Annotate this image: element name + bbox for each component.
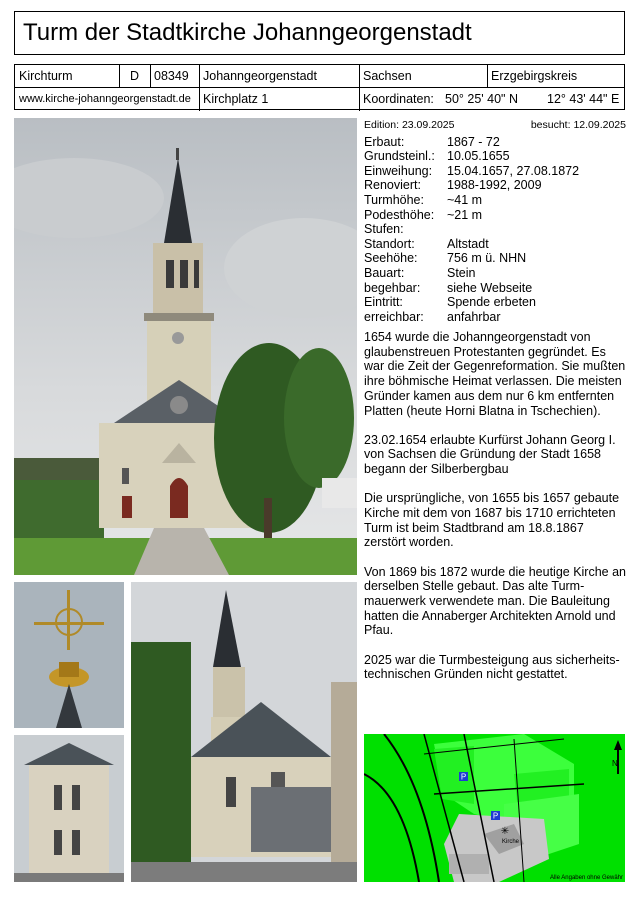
fact-list	[364, 135, 626, 325]
fact-row	[364, 237, 626, 252]
fact-label: Standort:	[364, 236, 415, 251]
fact-value: siehe Webseite	[447, 280, 533, 295]
postal-code: 08349	[154, 69, 189, 83]
description-paragraph: Die ursprüngliche, von 1655 bis 1657 gebaute Kirche mit dem von 1687 bis 1710 errichteten Turm ist beim Stadtbrand am 18.8.1867 zerstört worden.	[364, 491, 620, 550]
facts-panel	[364, 118, 626, 324]
fact-value: Spende erbeten	[447, 295, 536, 310]
parking-icon: P	[492, 811, 499, 821]
fact-row	[364, 193, 626, 208]
north-label: N	[612, 759, 618, 768]
fact-value: 10.05.1655	[447, 149, 510, 164]
description-paragraph: 1654 wurde die Johanngeorgenstadt von glaubenstreuen Protestanten gegründet. Es war die Zeit der Gegenreformation. Sie mußten ihre böhmische Heimat verlassen. Die meisten Gründer kamen aus dem nur 6 km entfernten Platten (heute Horni Blatna in Tschechien).	[364, 330, 626, 418]
fact-label: begehbar:	[364, 280, 421, 295]
fact-value: 15.04.1657, 27.08.1872	[447, 163, 580, 178]
location-map	[364, 734, 625, 882]
fact-row	[364, 135, 626, 150]
description-paragraph: Von 1869 bis 1872 wurde die heutige Kirche an derselben Stelle gebaut. Das alte Turm-mauerwerk verwendete man. Die Bauleitung hatten die Annaberger Architekten Arnold und Pfau.	[364, 564, 626, 638]
fact-label: Stufen:	[364, 222, 404, 237]
apse-detail-photo	[14, 735, 124, 882]
latitude: 50° 25' 40" N	[445, 92, 518, 106]
street-address: Kirchplatz 1	[203, 92, 269, 106]
country-code: D	[129, 69, 140, 83]
map-disclaimer: Alle Angaben ohne Gewähr	[549, 875, 623, 881]
fact-row	[364, 266, 626, 281]
fact-row	[364, 208, 626, 223]
fact-row	[364, 310, 626, 325]
fact-label: erreichbar:	[364, 309, 424, 324]
city: Johanngeorgenstadt	[203, 69, 317, 83]
fact-value: 756 m ü. NHN	[447, 251, 527, 266]
fact-label: Erbaut:	[364, 134, 405, 149]
fact-value: ~21 m	[447, 207, 483, 222]
fact-value: ~41 m	[447, 192, 483, 207]
description-paragraph: 23.02.1654 erlaubte Kurfürst Johann Georg I. von Sachsen die Gründung der Stadt 1658 begann der Silberbergbau	[364, 432, 616, 477]
edition-date: Edition: 23.09.2025	[364, 119, 455, 131]
website-link[interactable]: www.kirche-johanngeorgenstadt.de	[19, 93, 191, 105]
longitude: 12° 43' 44" E	[547, 92, 620, 106]
fact-label: Grundsteinl.:	[364, 149, 435, 164]
fact-label: Eintritt:	[364, 295, 403, 310]
fact-label: Einweihung:	[364, 163, 433, 178]
info-table	[14, 64, 625, 110]
fact-row	[364, 149, 626, 164]
fact-row	[364, 178, 626, 193]
church-icon: ✳	[500, 826, 510, 837]
district: Erzgebirgskreis	[491, 69, 578, 83]
fact-value: Altstadt	[447, 236, 489, 251]
church-photo-main	[14, 118, 357, 575]
fact-label: Seehöhe:	[364, 251, 418, 266]
fact-row	[364, 281, 626, 296]
fact-value: 1867 - 72	[447, 134, 500, 149]
fact-label: Bauart:	[364, 265, 405, 280]
state: Sachsen	[363, 69, 412, 83]
fact-label: Turmhöhe:	[364, 192, 424, 207]
parking-icon: P	[460, 772, 467, 782]
church-photo-side	[131, 582, 357, 882]
fact-row	[364, 164, 626, 179]
edition-row	[364, 118, 626, 133]
coordinates-label: Koordinaten:	[363, 92, 434, 106]
description-paragraph: 2025 war die Turmbesteigung aus sicherheits-technischen Gründen nicht gestattet.	[364, 652, 620, 682]
fact-label: Renoviert:	[364, 178, 421, 193]
fact-row	[364, 222, 626, 237]
visited-date: besucht: 12.09.2025	[530, 119, 626, 131]
fact-value: Stein	[447, 265, 476, 280]
fact-value: anfahrbar	[447, 309, 501, 324]
description-text	[364, 330, 626, 697]
cross-detail-photo	[14, 582, 124, 728]
fact-row	[364, 295, 626, 310]
page-title: Turm der Stadtkirche Johanngeorgenstadt	[14, 11, 625, 55]
building-type: Kirchturm	[19, 69, 73, 83]
fact-value: 1988-1992, 2009	[447, 178, 542, 193]
fact-label: Podesthöhe:	[364, 207, 435, 222]
fact-value	[447, 222, 626, 237]
church-map-label: Kirche	[502, 839, 520, 845]
fact-row	[364, 251, 626, 266]
